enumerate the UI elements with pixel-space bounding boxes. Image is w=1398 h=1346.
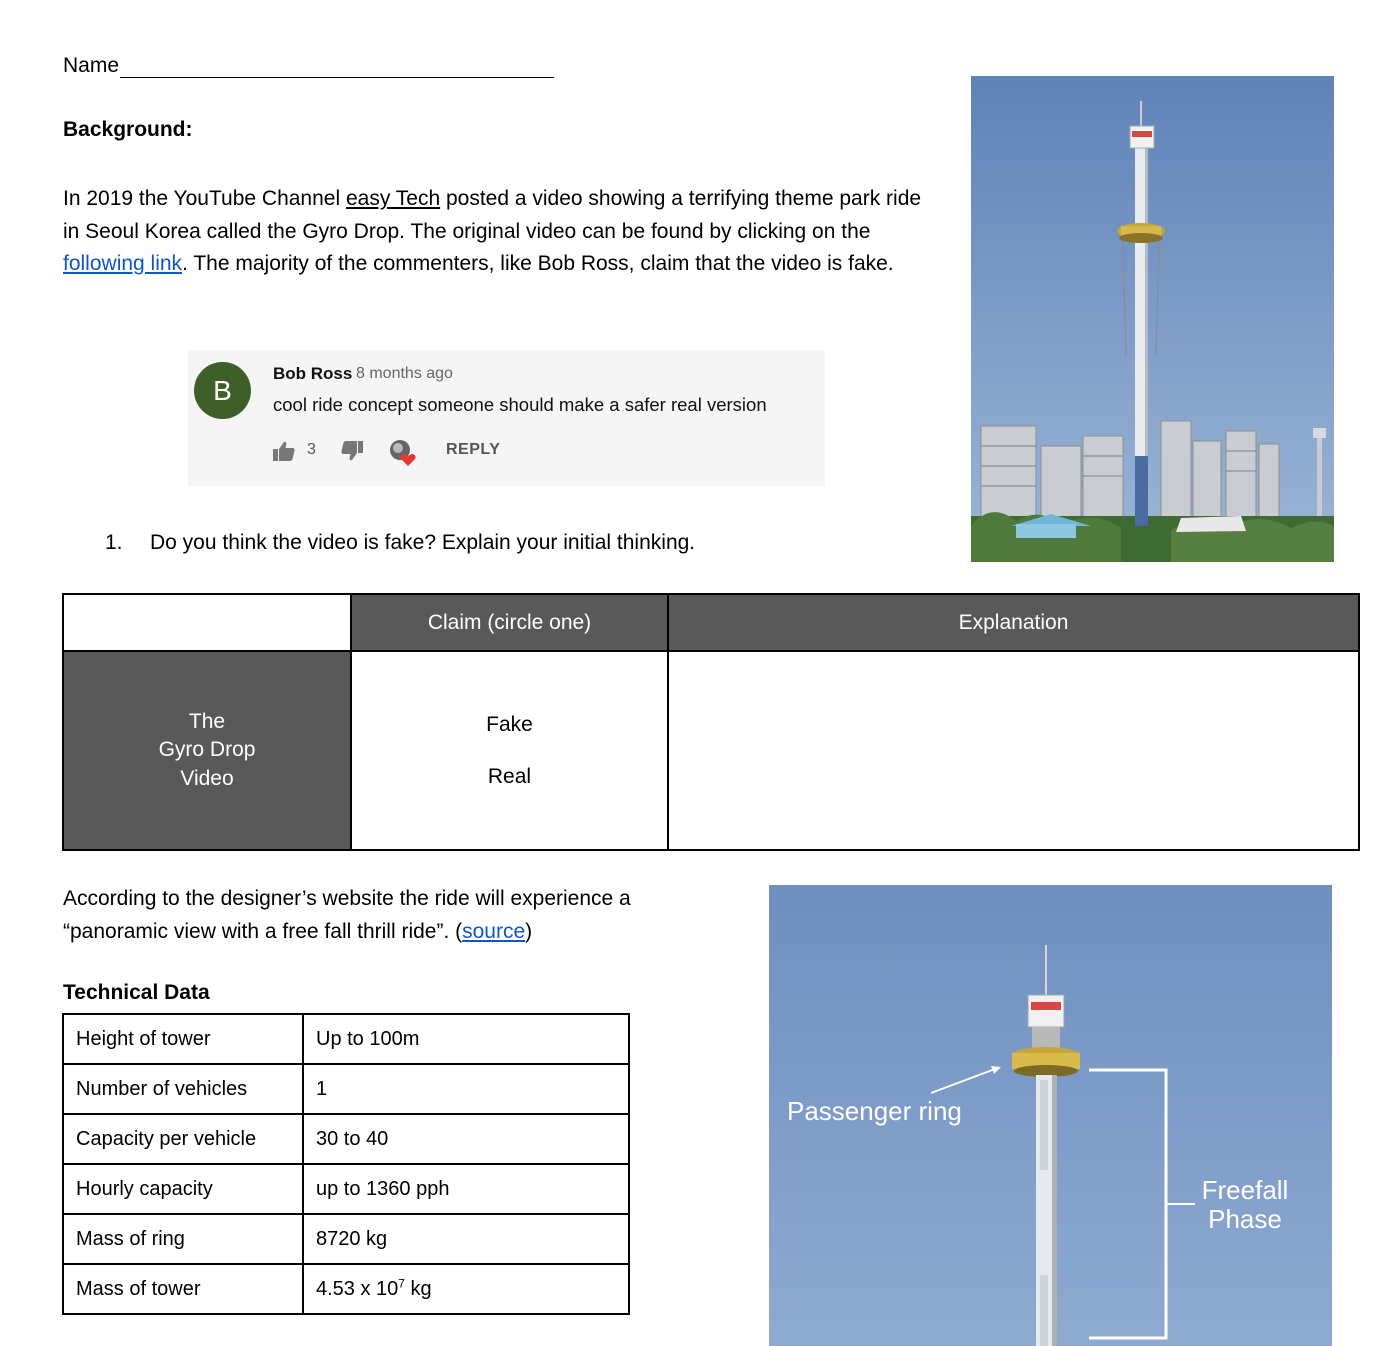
designer-text: According to the designer’s website the ride will experience a “panoramic view with a free fall thrill ride”. ( — [63, 887, 631, 943]
background-paragraph — [63, 183, 943, 281]
claim-header: Claim (circle one) — [351, 594, 668, 651]
table-row — [63, 1014, 629, 1064]
claim-table — [62, 593, 1360, 851]
table-row — [63, 1064, 629, 1114]
table-row — [63, 1214, 629, 1264]
gyro-drop-tower-photo — [971, 76, 1334, 562]
tech-value-exponent: 7 — [398, 1275, 405, 1290]
claim-options-cell — [351, 651, 668, 850]
passenger-ring-label: Passenger ring — [787, 1096, 962, 1126]
designer-paragraph — [63, 883, 733, 948]
like-count: 3 — [307, 441, 316, 458]
technical-data-table — [62, 1013, 630, 1315]
option-real[interactable]: Real — [487, 764, 532, 788]
tech-value: up to 1360 pph — [303, 1164, 629, 1214]
thumbs-up-icon[interactable] — [272, 440, 296, 467]
tech-value-unit: kg — [404, 1277, 432, 1300]
freefall-label-line-1: Freefall — [1201, 1175, 1289, 1205]
tech-label: Height of tower — [63, 1014, 303, 1064]
following-link[interactable]: following link — [63, 252, 183, 275]
row-label-cell — [63, 651, 351, 850]
easy-tech-link[interactable]: easy Tech — [345, 187, 441, 210]
youtube-comment-card — [188, 350, 825, 486]
explanation-header: Explanation — [668, 594, 1359, 651]
table-row — [63, 1264, 629, 1314]
bg-text-3: . The majority of the commenters, like Bob Ross, claim that the video is fake. — [182, 252, 894, 275]
explanation-cell[interactable] — [668, 651, 1359, 850]
name-label: Name — [63, 54, 120, 77]
tech-value — [303, 1264, 629, 1314]
creator-heart-icon — [388, 438, 418, 473]
tech-value: 30 to 40 — [303, 1114, 629, 1164]
tech-label: Mass of ring — [63, 1214, 303, 1264]
technical-data-heading: Technical Data — [63, 981, 210, 1004]
comment-author: Bob Ross — [273, 364, 353, 383]
claim-table-corner-cell — [63, 594, 351, 651]
question-number: 1. — [105, 531, 123, 554]
question-text: Do you think the video is fake? Explain your initial thinking. — [150, 531, 696, 554]
name-field[interactable] — [63, 54, 554, 78]
tech-value: 1 — [303, 1064, 629, 1114]
option-fake[interactable]: Fake — [486, 712, 533, 736]
tech-label: Mass of tower — [63, 1264, 303, 1314]
designer-close: ) — [525, 919, 533, 943]
row-label-line-1: The — [188, 709, 226, 733]
thumbs-down-icon[interactable] — [340, 440, 364, 467]
comment-time: 8 months ago — [356, 365, 453, 382]
annotated-tower-diagram — [769, 885, 1332, 1346]
source-link[interactable]: source — [462, 919, 526, 943]
comment-text: cool ride concept someone should make a safer real version — [273, 394, 767, 415]
avatar: B — [194, 362, 251, 419]
tech-value: Up to 100m — [303, 1014, 629, 1064]
tech-label: Capacity per vehicle — [63, 1114, 303, 1164]
tech-label: Hourly capacity — [63, 1164, 303, 1214]
tech-label: Number of vehicles — [63, 1064, 303, 1114]
tech-value-base: 4.53 x 10 — [316, 1277, 399, 1300]
background-heading: Background: — [63, 118, 193, 141]
table-row — [63, 1114, 629, 1164]
row-label-line-2: Gyro Drop — [158, 738, 256, 762]
tech-value: 8720 kg — [303, 1214, 629, 1264]
table-row — [63, 1164, 629, 1214]
row-label-line-3: Video — [180, 766, 234, 790]
bg-text-1: In 2019 the YouTube Channel — [63, 187, 346, 210]
name-blank-line[interactable] — [120, 55, 554, 78]
freefall-label-line-2: Phase — [1208, 1204, 1282, 1234]
bg-text-2: posted a video showing a terrifying theme park ride in Seoul Korea called the Gyro Drop. The original video can be found by clicking on the — [63, 187, 922, 243]
reply-button[interactable]: REPLY — [446, 441, 501, 458]
